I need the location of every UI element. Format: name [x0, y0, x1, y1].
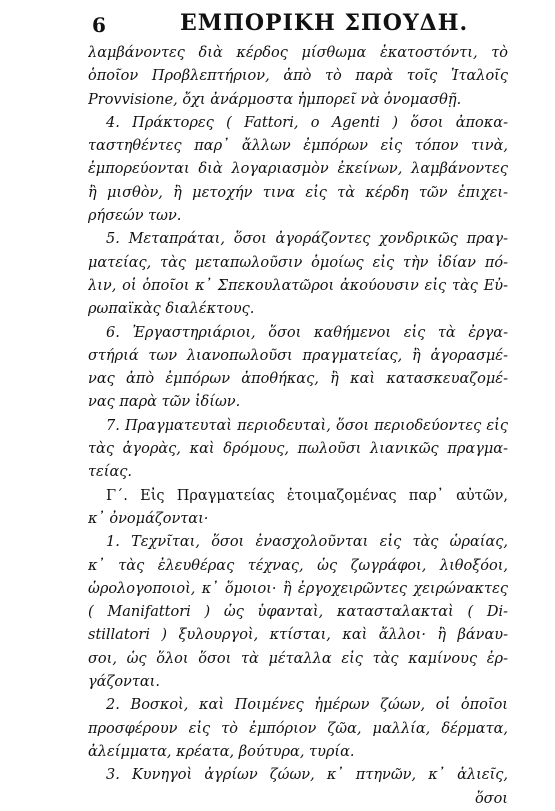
text-line: 2. Βοσκοὶ, καὶ Ποιμένες ἡμέρων ζώων, οἱ ὁποῖοι	[106, 697, 508, 714]
text-line: ρωπαϊκὰς διαλέκτους.	[88, 301, 255, 318]
text-line: λιν, οἱ ὁποῖοι κ᾽ Σπεκουλατῶροι ἀκούουσιν εἰς τὰς Εὐ-	[88, 277, 508, 294]
text-line: προσφέρουν εἰς τὸ ἐμπόριον ζῶα, μαλλία, δέρματα,	[88, 720, 508, 737]
text-line: κ᾽ ὀνομάζονται·	[88, 510, 209, 527]
text-line: νας ἀπὸ ἐμπόρων ἀποθήκας, ἢ καὶ κατασκευαζομέ-	[88, 371, 508, 388]
text-line: νας παρὰ τῶν ἰδίων.	[88, 394, 241, 411]
section-heading: Γ΄. Εἰς Πραγματείας ἑτοιμαζομένας παρ᾽ αὐτῶν,	[106, 487, 508, 504]
page-number: 6	[92, 13, 106, 37]
catchword: ὅσοι	[474, 790, 508, 807]
text-line: λαμβάνοντες διὰ κέρδος μίσθωμα ἑκατοστόντι, τὸ	[88, 45, 508, 61]
text-line: ἢ μισθὸν, ἢ μετοχήν τινα εἰς τὰ κέρδη τῶν ἐπιχει-	[88, 184, 508, 201]
text-line: ὡρολογοποιοὶ, κ᾽ ὅμοιοι· ἢ ἐργοχειρῶντες χειρώνακτες	[88, 580, 508, 597]
text-line: Provvisione, ὄχι ἀνάρμοστα ἠμπορεῖ νὰ ὀνομασθῇ.	[88, 91, 462, 108]
text-line: στήριά των λιανοπωλοῦσι πραγματείας, ἢ ἀγορασμέ-	[88, 347, 508, 364]
text-line: γάζονται.	[88, 674, 160, 691]
text-line: ταστηθέντες παρ᾽ ἄλλων ἐμπόρων εἰς τόπον τινὰ,	[88, 138, 508, 155]
text-line: 5. Μεταπράται, ὅσοι ἀγοράζοντες χονδρικῶς πραγ-	[106, 231, 508, 248]
text-line: ὁποῖον Προβλεπτήριον, ἀπὸ τὸ παρὰ τοῖς Ἰταλοῖς	[88, 68, 508, 85]
text-line: ἐμπορεύονται διὰ λογαριασμὸν ἐκείνων, λαμβάνοντες	[88, 161, 508, 178]
body-text	[88, 42, 508, 811]
running-title: ΕΜΠΟΡΙΚΗ ΣΠΟΥΔΗ.	[180, 10, 469, 36]
text-line: σοι, ὡς ὅλοι ὅσοι τὰ μέταλλα εἰς τὰς καμίνους ἐρ-	[88, 650, 508, 667]
text-line: ρήσεών των.	[88, 208, 182, 225]
text-line: stillatori ) ξυλουργοὶ, κτίσται, καὶ ἄλλοι· ἢ βάναυ-	[88, 627, 508, 644]
text-line: τείας.	[88, 464, 133, 481]
text-line: 7. Πραγματευταὶ περιοδευταὶ, ὅσοι περιοδεύοντες εἰς	[106, 417, 508, 434]
text-line: 6. Ἐργαστηριάριοι, ὅσοι καθήμενοι εἰς τὰ ἐργα-	[106, 324, 508, 341]
text-line: 4. Πράκτορες ( Fattori, o Agenti ) ὅσοι ἀποκα-	[106, 114, 508, 131]
text-line: ματείας, τὰς μεταπωλοῦσιν ὁμοίως εἰς τὴν ἰδίαν πό-	[88, 254, 508, 271]
text-line: τὰς ἀγορὰς, καὶ δρόμους, πωλοῦσι λιανικῶς πραγμα-	[88, 441, 508, 458]
text-line: 3. Κυνηγοὶ ἀγρίων ζώων, κ᾽ πτηνῶν, κ᾽ ἁλιεῖς,	[106, 767, 508, 784]
text-line: ἀλείμματα, κρέατα, βούτυρα, τυρία.	[88, 743, 355, 760]
page-header	[70, 10, 510, 40]
text-line: ( Manifattori ) ὡς ὑφανταὶ, κατασταλακταὶ ( Di-	[88, 604, 508, 621]
text-line: 1. Τεχνῖται, ὅσοι ἐνασχολοῦνται εἰς τὰς ὡραίας,	[106, 534, 508, 551]
text-line: κ᾽ τὰς ἐλευθέρας τέχνας, ὡς ζωγράφοι, λιθοξόοι,	[88, 557, 508, 574]
